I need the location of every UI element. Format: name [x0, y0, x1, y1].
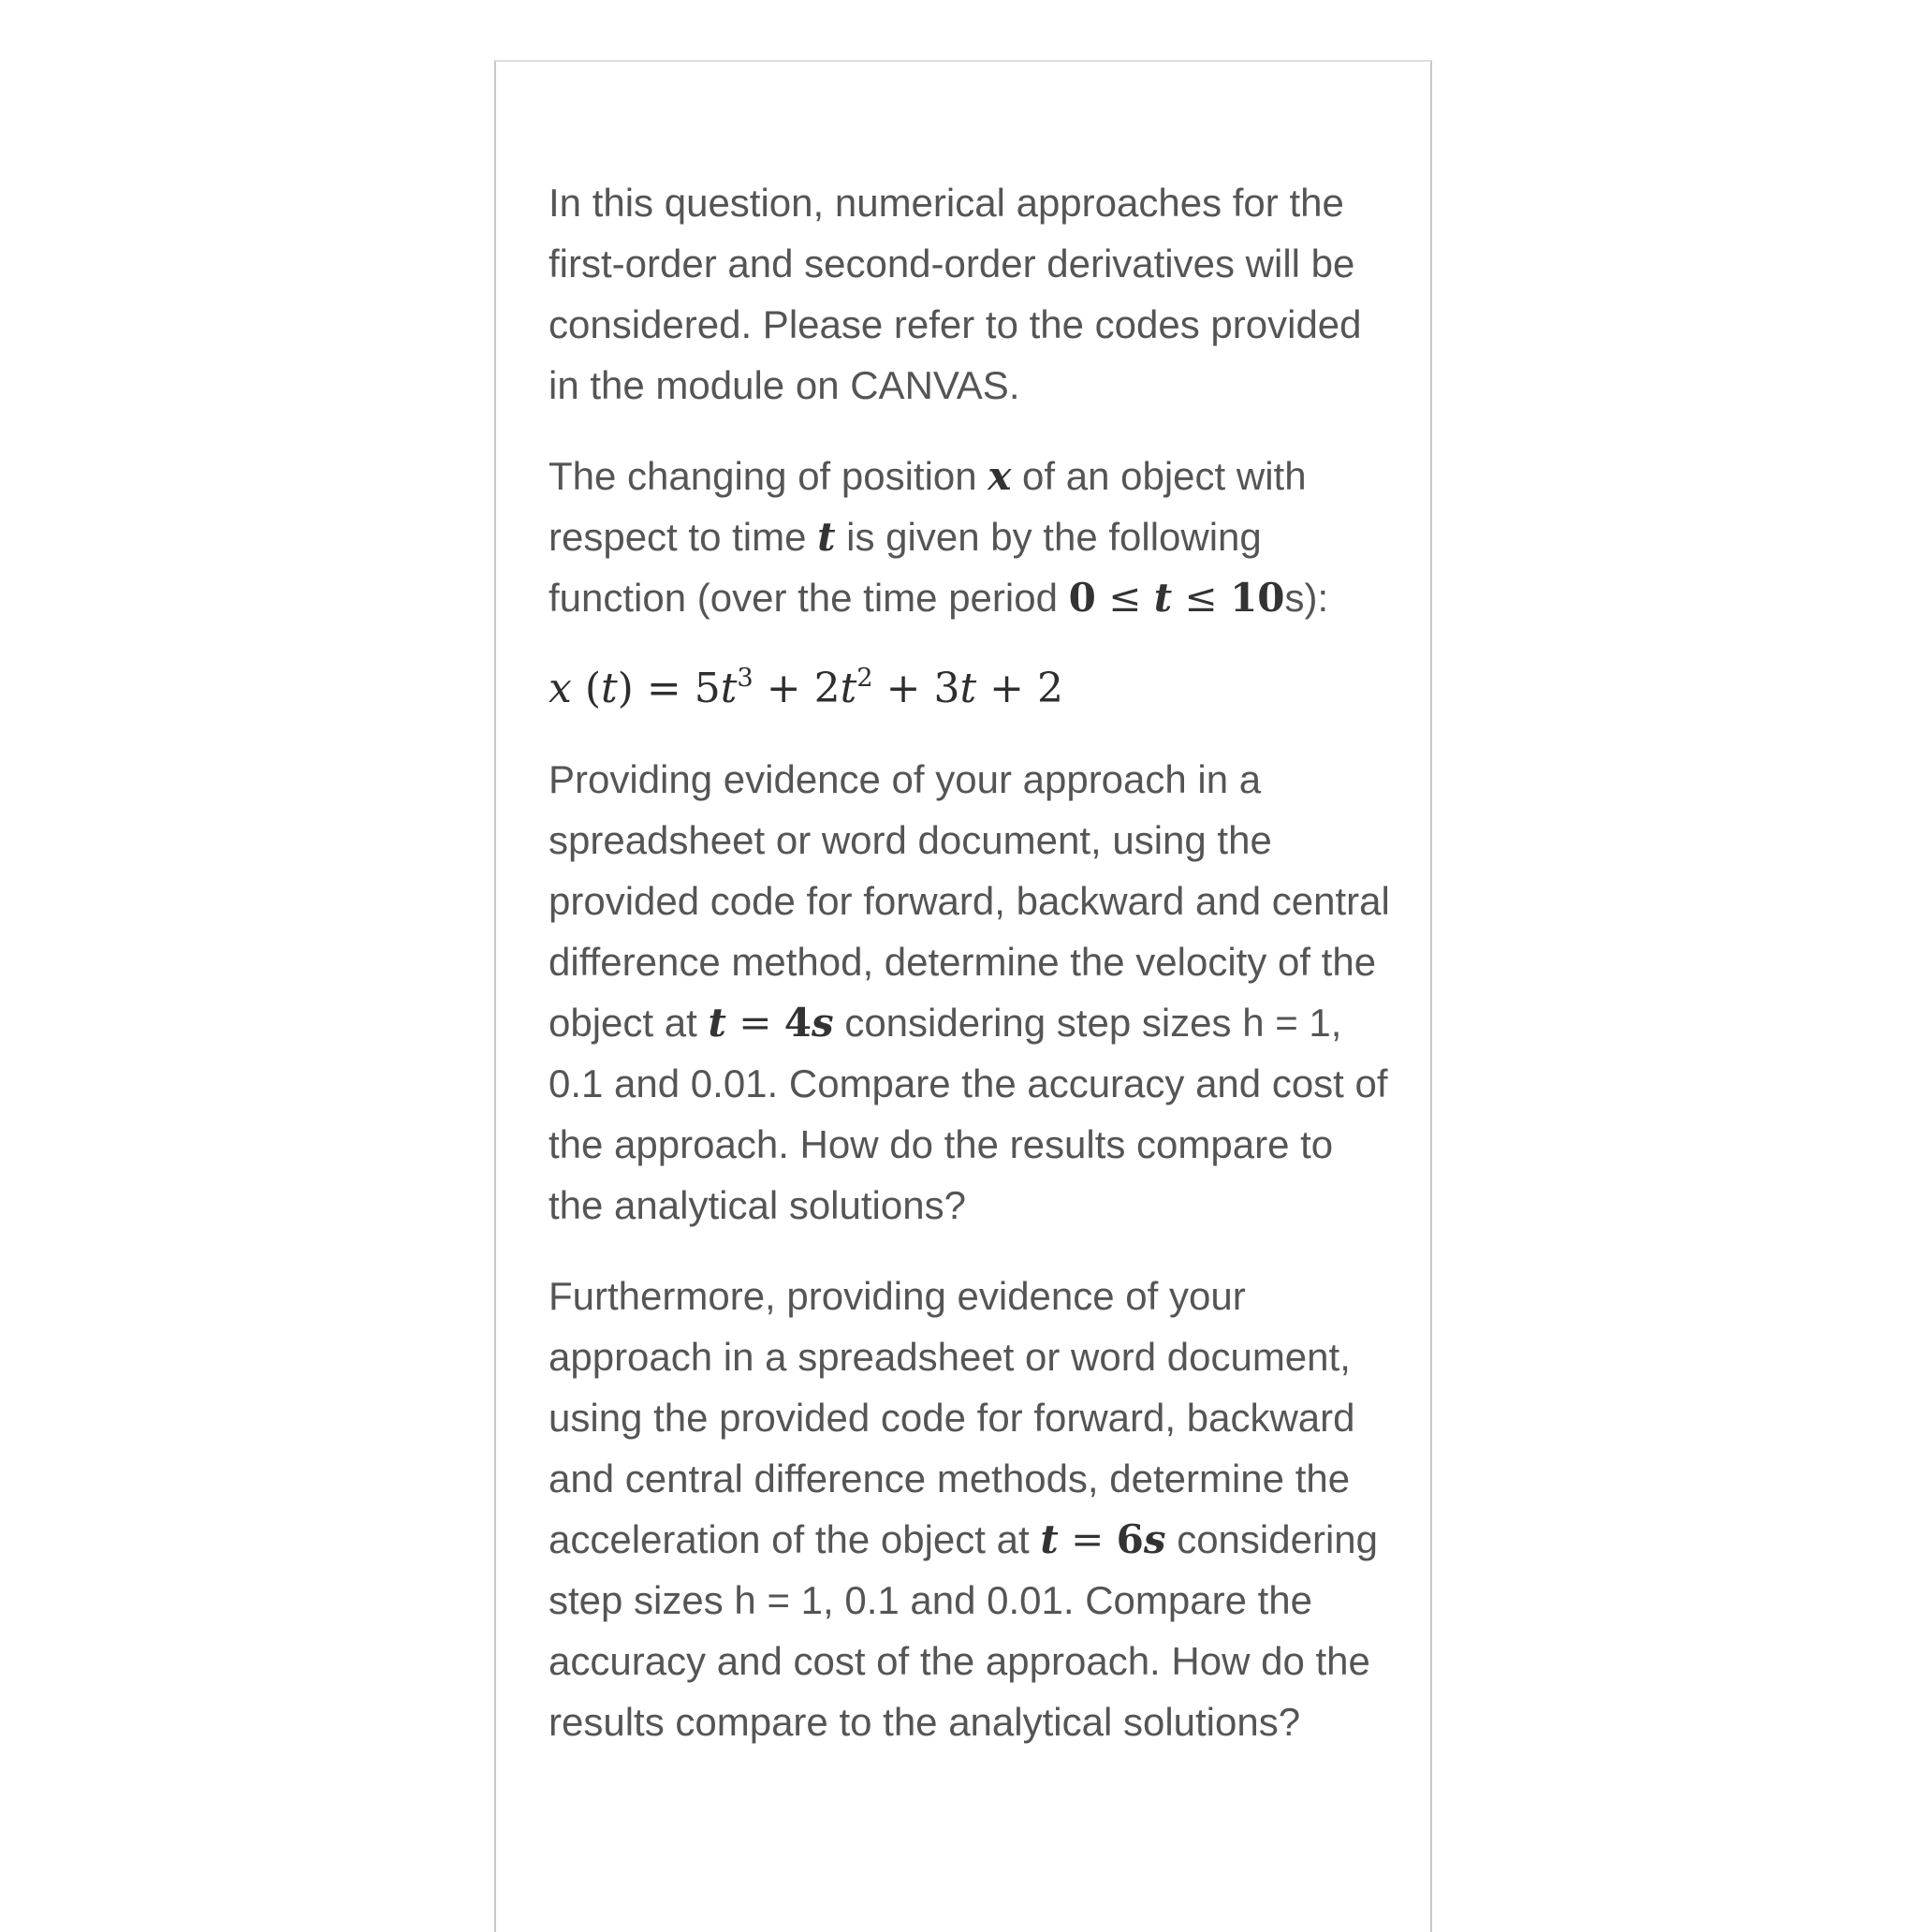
- eq-const: 2: [1037, 665, 1063, 712]
- eq-coef-3: 3: [933, 665, 960, 712]
- acceleration-t-var: t: [1040, 1516, 1059, 1562]
- range-var: t: [1153, 575, 1173, 621]
- velocity-t-value: 4: [783, 1000, 812, 1046]
- velocity-text-2: considering step sizes h = 1, 0.1 and 0.01. Compare the accuracy and cost of the approach. How do the results compare to the analytical solutions?: [549, 1001, 1388, 1227]
- eq-coef-1: 5: [694, 665, 721, 712]
- eq-lhs-open: (: [571, 665, 601, 712]
- position-text-1: The changing of position: [549, 454, 988, 498]
- position-text-2: of an object with respect to time: [549, 454, 1307, 559]
- velocity-unit: s: [812, 1000, 834, 1046]
- acceleration-t-value: 6: [1116, 1516, 1144, 1562]
- eq-var-3: t: [959, 665, 977, 712]
- eq-lhs-arg: t: [600, 665, 618, 712]
- math-var-t: t: [817, 514, 836, 560]
- eq-var-1: t: [720, 665, 738, 712]
- eq-coef-2: 2: [813, 665, 841, 712]
- eq-plus-1: +: [753, 665, 814, 712]
- eq-var-2: t: [840, 665, 857, 712]
- acceleration-equals: =: [1058, 1516, 1117, 1562]
- math-var-x: x: [988, 453, 1012, 499]
- position-text-3: is given by the following function (over the time period: [549, 515, 1262, 620]
- eq-plus-3: +: [976, 665, 1037, 712]
- question-content: [549, 172, 1391, 1782]
- velocity-equals: =: [725, 1000, 784, 1046]
- velocity-paragraph: [549, 749, 1391, 1236]
- eq-equals: =: [633, 665, 695, 712]
- range-high: 10: [1230, 575, 1285, 621]
- acceleration-unit: s: [1143, 1516, 1166, 1562]
- eq-plus-2: +: [872, 665, 934, 712]
- range-leq-1: ≤: [1095, 575, 1154, 621]
- question-panel: [494, 60, 1432, 1932]
- eq-lhs-var: x: [549, 665, 572, 712]
- intro-paragraph: In this question, numerical approaches for the first-order and second-order derivatives will be considered. Please refer to the codes provided in the module on CANVAS.: [549, 181, 1362, 407]
- velocity-text-1: Providing evidence of your approach in a spreadsheet or word document, using the provided code for forward, backward and central difference method, determine the velocity of the object at: [549, 757, 1390, 1045]
- acceleration-text-1: Furthermore, providing evidence of your approach in a spreadsheet or word document, using the provided code for forward, backward and central difference methods, determine the acceleration of the object at: [549, 1274, 1355, 1561]
- position-text-4: s):: [1284, 576, 1329, 620]
- position-equation: [549, 658, 1391, 719]
- velocity-t-var: t: [708, 1000, 726, 1046]
- eq-exp-2: 2: [856, 663, 873, 693]
- eq-lhs-close: ): [617, 665, 634, 712]
- range-leq-2: ≤: [1172, 575, 1231, 621]
- acceleration-paragraph: [549, 1266, 1391, 1752]
- eq-exp-1: 3: [737, 663, 754, 693]
- acceleration-text-2: considering step sizes h = 1, 0.1 and 0.01. Compare the accuracy and cost of the approach. How do the results compare to the analytical solutions?: [549, 1517, 1378, 1744]
- position-paragraph: [549, 446, 1391, 628]
- range-low: 0: [1068, 575, 1096, 621]
